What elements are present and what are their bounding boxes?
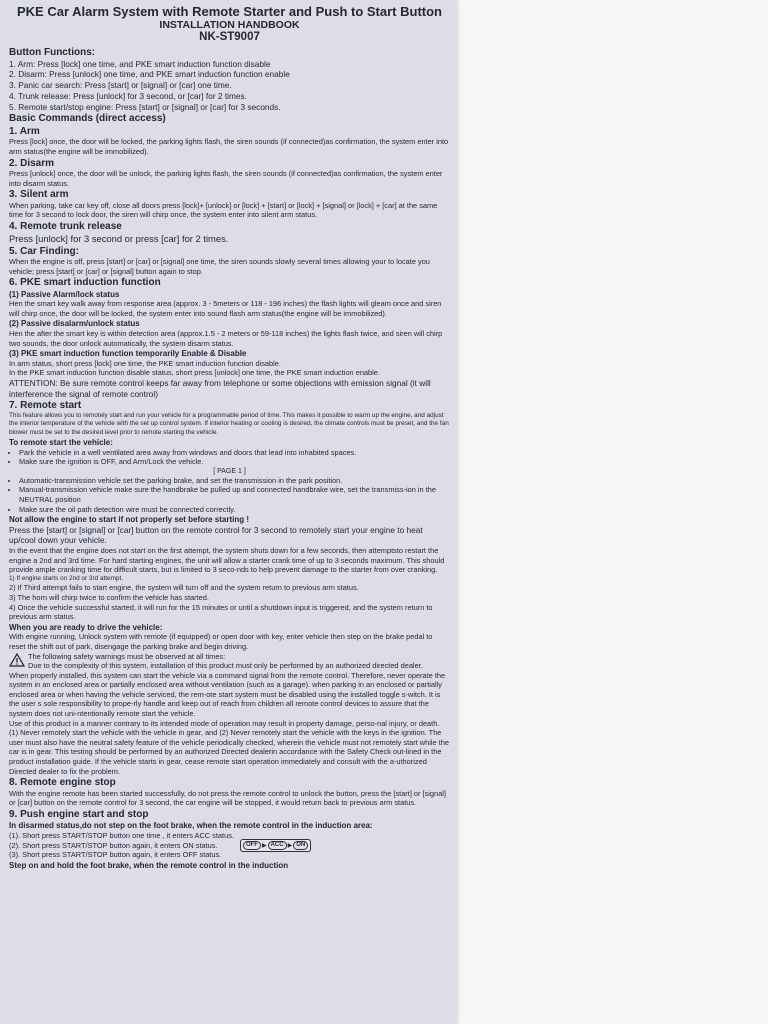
list-item: • Manual-transmission vehicle make sure the handbrake be pulled up and connected handbrake wire, set the transmiss-ion in the NEUTRAL position xyxy=(19,485,450,504)
pke-temporary-heading: (3) PKE smart induction function temporarily Enable & Disable xyxy=(9,349,247,359)
state-on: ON xyxy=(293,841,308,850)
push-start-heading: 9. Push engine start and stop xyxy=(9,808,149,820)
pke-heading: 6. PKE smart induction function xyxy=(9,277,161,289)
silent-arm-heading: 3. Silent arm xyxy=(9,189,69,201)
transmission-list xyxy=(9,476,450,514)
list-item: • Make sure the ignition is OFF, and Arm/Lock the vehicle. xyxy=(19,457,450,467)
remote-start-press: Press the [start] or [signal] or [car] button on the remote control for 3 second to remotely start your engine to heat up/cool down your vehicle. xyxy=(9,524,423,546)
trunk-release-text: Press [unlock] for 3 second or press [car] for 2 times. xyxy=(9,232,229,244)
page-title: PKE Car Alarm System with Remote Starter and Push to Start Button xyxy=(17,4,442,19)
state-off: OFF xyxy=(243,841,261,850)
list-item: • Make sure the oil path detection wire must be connected correctly. xyxy=(19,505,450,515)
pke-passive-disalarm-heading: (2) Passive disalarm/unlock status xyxy=(9,319,140,329)
disarm-heading: 2. Disarm xyxy=(9,157,55,169)
arrow-right-icon: ▶ xyxy=(287,842,293,849)
trunk-release-heading: 4. Remote trunk release xyxy=(9,221,122,233)
basic-commands-heading: Basic Commands (direct access) xyxy=(9,113,166,125)
safety-warning-1: The following safety warnings must be observed at all times: xyxy=(28,651,226,661)
remote-start-attempts: In the event that the engine does not start on the first attempt, the system shuts down for a few seconds, then attemptsto restart the engine a 2nd and 3rd time. For hard starting engines, the unit will allow a starter crank time of up to 3 seconds maximum. This should provide ample cranking time for difficult starts, but is limited to 3 seco-nds to help prevent damage to the starter from over cranking. xyxy=(9,546,445,575)
arrow-right-icon: ▶ xyxy=(261,842,267,849)
model-number: NK-ST9007 xyxy=(199,31,260,43)
pke-passive-disalarm-text: Hen the after the smart key is within detection area (approx.1.5 - 2 meters or 59-118 inches) the lights flash twice, and siren will chirp two sounds, the door unlock automatically, the system disarm status. xyxy=(9,328,443,348)
not-allow-warning: Not allow the engine to start if not properly set before starting ! xyxy=(9,515,250,525)
push-start-steps xyxy=(9,831,450,860)
push-start-step: (1). Short press START/STOP button one time , it enters ACC status. xyxy=(9,830,234,840)
note-1: 1) If engine starts on 2nd or 3rd attempt. xyxy=(9,575,124,583)
car-finding-text: When the engine is off, press [start] or [car] or [signal] one time, the siren sounds slowly several times allowing your to locate you vehicle; press [start] or [car] or [signal] button again to stop. xyxy=(9,257,430,276)
engine-stop-heading: 8. Remote engine stop xyxy=(9,777,116,789)
ignition-state-diagram xyxy=(240,839,311,852)
list-item: • Automatic-transmission vehicle set the parking brake, and set the transmission in the park position. xyxy=(19,476,450,486)
pke-temporary-text-2: In the PKE smart induction function disable status, short press [unlock] one time, the PKE smart induction enable. xyxy=(9,368,380,378)
push-start-subheading: In disarmed status,do not step on the foot brake, when the remote control in the induction area: xyxy=(9,821,373,831)
push-start-step: (2). Short press START/STOP button again, it enters ON status. xyxy=(9,840,218,850)
button-function-item: 5. Remote start/stop engine: Press [start] or [signal] or [car] for 3 seconds. xyxy=(9,101,281,112)
list-item: • Park the vehicle in a well ventilated area away from windows and doors that lead into inhabited spaces. xyxy=(19,448,450,458)
note-2: 2) If Third attempt fails to start engine, the system will turn off and the system return to previous arm status. xyxy=(9,583,359,593)
ready-to-drive-heading: When you are ready to drive the vehicle: xyxy=(9,622,163,632)
pke-temporary-text-1: In arm status, short press [lock] one time, the PKE smart induction function disable. xyxy=(9,358,281,368)
note-4: 4) Once the vehicle successful started, it will run for the 15 minutes or until a shutdown input is triggered, and the system return to previous arm status. xyxy=(9,602,433,622)
push-start-step: (3). Short press START/STOP button again, it enters OFF status. xyxy=(9,850,222,860)
button-function-item: 3. Panic car search: Press [start] or [signal] or [car] one time. xyxy=(9,80,232,91)
engine-stop-text: With the engine remote has been started successfully, do not press the remote control to unlock the button, press the [start] or [signal] or [car] button on the remote control for 3 second, the car engine will be stopped, it would return back to previous arm status. xyxy=(9,788,446,808)
button-functions-heading: Button Functions: xyxy=(9,47,96,58)
silent-arm-text: When parking, take car key off, close all doors press [lock]+ [unlock] or [lock] + [start] or [lock] + [signal] or [lock] + [car] at the same time for 3 second to lock door, the siren will chirp once, the system enter into silent arm status. xyxy=(9,200,438,220)
arm-text: Press [lock] once, the door will be locked, the parking lights flash, the siren sounds (if connected)as confirmation, the system enter into arm status(the engine will be immobilized). xyxy=(9,137,449,157)
note-3: 3) The horn will chirp twice to confirm the vehicle has started. xyxy=(9,593,209,603)
pke-passive-alarm-heading: (1) Passive Alarm/lock status xyxy=(9,289,120,299)
pke-passive-alarm-text: Hen the smart key walk away from response area (approx. 3 - 5meters or 118 - 196 inches) the flash lights will gleam once and siren will chirp once, the door will be locked, the system enter into sound flash arm status(the engine will be immobilized). xyxy=(9,299,442,318)
proper-install-text: When properly installed, this system can start the vehicle via a command signal from the remote control. Therefore, never operate the system in an enclosed area or partially enclosed area without ventilation (such as a garage). when parking in an enclosed or partially enclosed area or when having the vehicle serviced, the rem-ote start system must be disabled using the installed toggle s-witch. It is the user s sole responsibility to prope-rly handle and keep out of reach from children all remote control devices to assure that the system does not uni-ntentionally remote start the vehicle. xyxy=(9,670,446,719)
warning-icon xyxy=(9,653,25,667)
arm-heading: 1. Arm xyxy=(9,125,40,137)
button-function-item: 1. Arm: Press [lock] one time, and PKE smart induction function disable xyxy=(9,58,271,69)
push-start-last-line: Step on and hold the foot brake, when the remote control in the induction xyxy=(9,860,289,870)
button-function-item: 2. Disarm: Press [unlock] one time, and PKE smart induction function enable xyxy=(9,69,290,80)
to-remote-start-heading: To remote start the vehicle: xyxy=(9,438,113,448)
page-subtitle: INSTALLATION HANDBOOK xyxy=(159,19,300,31)
car-finding-heading: 5. Car Finding: xyxy=(9,245,79,257)
safety-warning xyxy=(9,652,450,671)
use-warning-text: Use of this product in a manner contrary to its intended mode of operation may result in property damage, perso-nal injury, or death. (1) Never remotely start the vehicle with the vehicle in gear, and (2) Never remotely start the vehicle with the keys in the ignition. The user must also have the neutral safety feature of the vehicle periodically checked, wherein the vehicle must not remotely start while the car is in gear. This testing should be performed by an authorized Directed dealerin accordance with the Safety Check out-lined in the product installation guide. If the vehicle starts in gear, cease remote start operation immediately and consult with the a-uthorized Directed dealer to fix the problem. xyxy=(9,718,449,776)
page-number: [ PAGE 1 ] xyxy=(213,467,246,475)
remote-start-intro: This feature allows you to remotely start and run your vehicle for a programmable period of time. This makes it possible to warm up the engine, and adjust the interior temperature of the vehicle with the set up control system. If interior heating or cooling is desired, the climate controls must be preset, and the fan blower must be set to the desired level prior to remote starting the vehicle. xyxy=(9,411,449,436)
disarm-text: Press [unlock] once, the door will be unlock, the parking lights flash, the siren sounds (if connected)as confirmation, the system enter into disarm status. xyxy=(9,169,443,188)
button-function-item: 4. Trunk release: Press [unlock] for 3 second, or [car] for 2 times. xyxy=(9,90,247,101)
safety-warning-2: Due to the complexity of this system, installation of this product must only be performed by an authorized directed dealer. xyxy=(28,661,423,671)
state-acc: ACC xyxy=(268,841,287,850)
attention-note: ATTENTION: Be sure remote control keeps far away from telephone or some objections with emission signal (it will interference the signal of remote control) xyxy=(9,377,431,399)
remote-start-prep-list xyxy=(9,448,450,467)
remote-start-heading: 7. Remote start xyxy=(9,400,82,412)
ready-to-drive-text: With engine running, Unlock system with remote (if equipped) or open door with key, enter vehicle then step on the brake pedal to reset the shift out of park, disengage the parking brake and begin driving. xyxy=(9,632,433,651)
